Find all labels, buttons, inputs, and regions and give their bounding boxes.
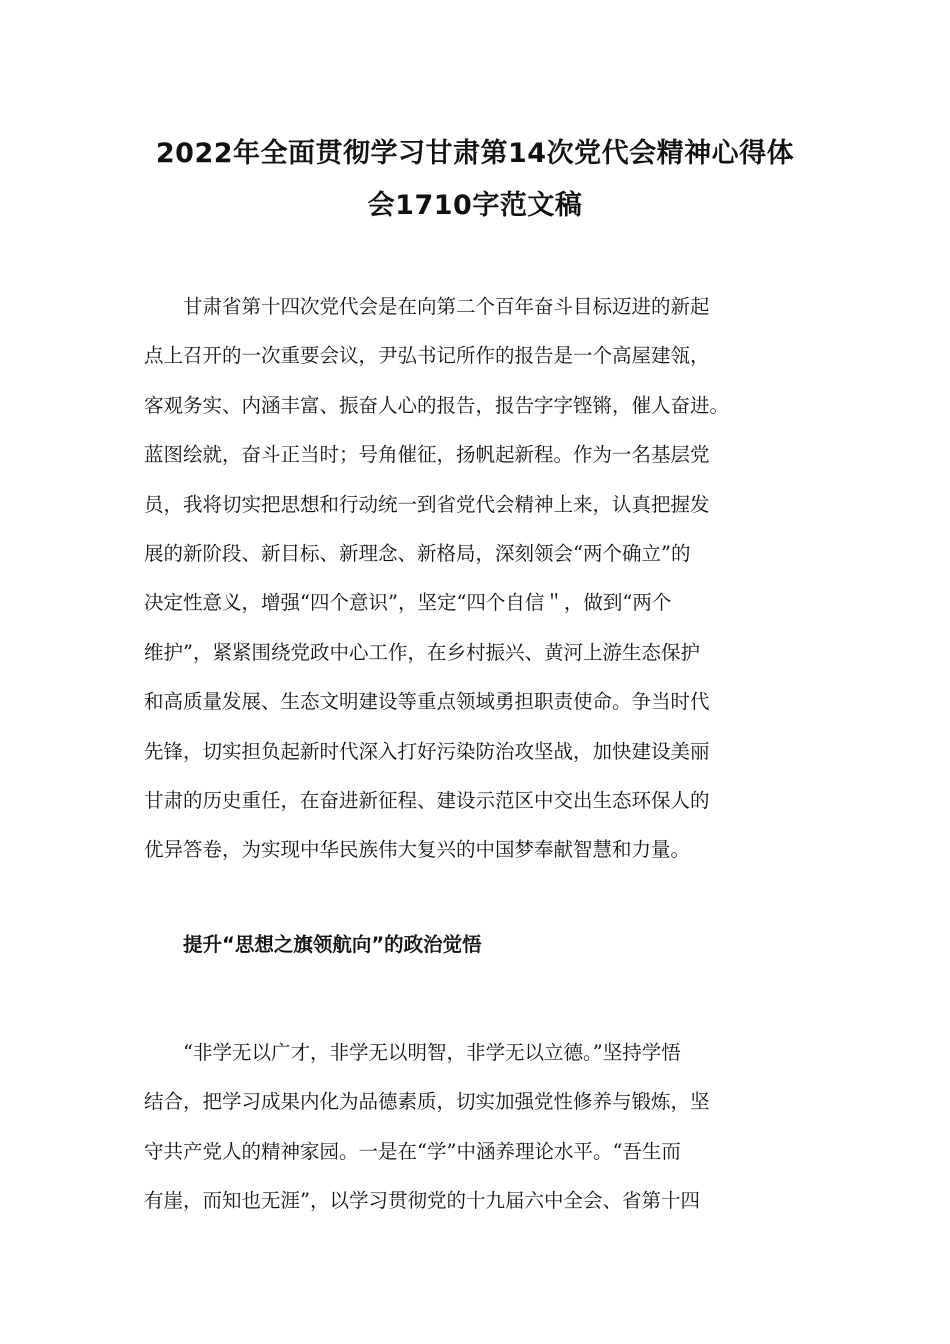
paragraph-line: 守共产党人的精神家园。一是在“学”中涵养理论水平。“吾生而: [144, 1139, 681, 1163]
paragraph-line: 优异答卷，为实现中华民族伟大复兴的中国梦奉献智慧和力量。: [144, 838, 691, 862]
paragraph-line: 决定性意义，增强“四个意识”，坚定“四个自信＂，做到“两个: [144, 591, 672, 615]
paragraph-line: 客观务实、内涵丰富、振奋人心的报告，报告字字铿锵，催人奋进。: [144, 393, 730, 417]
body-paragraph-study: [144, 1028, 824, 1226]
paragraph-line: 甘肃省第十四次党代会是在向第二个百年奋斗目标迈进的新起: [183, 295, 710, 318]
paragraph-line: “非学无以广才，非学无以明智，非学无以立德。”坚持学悟: [183, 1041, 681, 1064]
paragraph-line: 员，我将切实把思想和行动统一到省党代会精神上来，认真把握发: [144, 492, 710, 516]
paragraph-line: 先锋，切实担负起新时代深入打好污染防治攻坚战，加快建设美丽: [144, 739, 710, 763]
paragraph-line: 蓝图绘就，奋斗正当时；号角催征，扬帆起新程。作为一名基层党: [144, 443, 710, 467]
paragraph-line: 点上召开的一次重要会议，尹弘书记所作的报告是一个高屋建瓴，: [144, 344, 710, 368]
paragraph-line: 和高质量发展、生态文明建设等重点领域勇担职责使命。争当时代: [144, 690, 710, 714]
paragraph-line: 甘肃的历史重任，在奋进新征程、建设示范区中交出生态环保人的: [144, 789, 710, 813]
paragraph-line: 结合，把学习成果内化为品德素质，切实加强党性修养与锻炼，坚: [144, 1090, 710, 1114]
paragraph-line: 维护”，紧紧围绕党政中心工作，在乡村振兴、黄河上游生态保护: [144, 640, 700, 664]
title-line: 2022年全面贯彻学习甘肃第14次党代会精神心得体: [155, 138, 795, 169]
document-title: [110, 128, 840, 232]
title-line: 会1710字范文稿: [367, 190, 583, 221]
section-heading: 提升“思想之旗领航向”的政治觉悟: [183, 933, 482, 956]
paragraph-line: 有崖，而知也无涯”，以学习贯彻党的十九届六中全会、省第十四: [144, 1189, 700, 1213]
body-paragraph-intro: [144, 282, 824, 875]
paragraph-line: 展的新阶段、新目标、新理念、新格局，深刻领会“两个确立”的: [144, 542, 691, 566]
